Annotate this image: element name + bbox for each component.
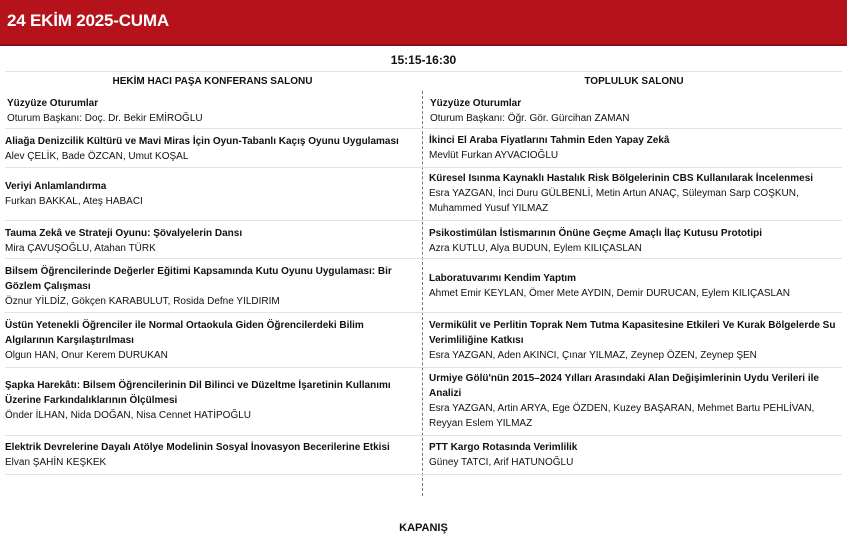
list-item (5, 226, 419, 256)
paper-authors: Öznur YİLDİZ, Gökçen KARABULUT, Rosida Defne YILDIRIM (5, 296, 280, 307)
paper-title: Urmiye Gölü'nün 2015–2024 Yılları Arasındaki Alan Değişimlerinin Uydu Verileri ile Analizi (429, 373, 819, 399)
paper-authors: Esra YAZGAN, Aden AKINCI, Çınar YILMAZ, Zeynep ÖZEN, Zeynep ŞEN (429, 350, 757, 361)
list-item (429, 271, 842, 301)
list-item (5, 378, 417, 423)
list-item (429, 440, 842, 470)
hall-right-title: TOPLULUK SALONU (584, 76, 684, 87)
paper-authors: Önder İLHAN, Nida DOĞAN, Nisa Cennet HATİPOĞLU (5, 410, 252, 421)
row-separator (5, 167, 842, 168)
row-separator (5, 258, 842, 259)
date-header-bar (0, 0, 847, 46)
paper-authors: Azra KUTLU, Alya BUDUN, Eylem KILIÇASLAN (429, 243, 642, 254)
paper-title: Laboratuvarımı Kendim Yaptım (429, 273, 577, 284)
session-type: Yüzyüze Oturumlar (430, 98, 522, 109)
list-item (429, 318, 842, 363)
paper-authors: Furkan BAKKAL, Ateş HABACI (5, 196, 143, 207)
row-separator (5, 220, 842, 221)
row-separator (5, 435, 842, 436)
list-item (5, 179, 419, 209)
paper-authors: Esra YAZGAN, İnci Duru GÜLBENLİ, Metin Artun ANAÇ, Süleyman Sarp COŞKUN, Muhammed Yusuf YILMAZ (429, 188, 799, 214)
list-item (429, 226, 842, 256)
list-item (5, 264, 409, 309)
list-item (429, 171, 842, 216)
date-title: 24 EKİM 2025-CUMA (7, 11, 169, 30)
row-separator (5, 312, 842, 313)
list-item (5, 96, 419, 126)
paper-authors: Elvan ŞAHİN KEŞKEK (5, 457, 107, 468)
paper-title: Vermikülit ve Perlitin Toprak Nem Tutma Kapasitesine Etkileri Ve Kurak Bölgelerde Su Verimliliğine Katkısı (429, 320, 836, 346)
paper-authors: Mevlüt Furkan AYVACIOĞLU (429, 150, 559, 161)
session-time: 15:15-16:30 (390, 53, 457, 67)
session-type: Yüzyüze Oturumlar (7, 98, 99, 109)
paper-title: Tauma Zekâ ve Strateji Oyunu: Şövalyelerin Dansı (5, 228, 243, 239)
session-chair: Oturum Başkanı: Öğr. Gör. Gürcihan ZAMAN (430, 113, 630, 124)
paper-title: İkinci El Araba Fiyatlarını Tahmin Eden Yapay Zekâ (429, 135, 670, 146)
paper-authors: Mira ÇAVUŞOĞLU, Atahan TÜRK (5, 243, 156, 254)
paper-title: Elektrik Devrelerine Dayalı Atölye Modelinin Sosyal İnovasyon Becerilerine Etkisi (5, 442, 390, 453)
paper-title: Küresel Isınma Kaynaklı Hastalık Risk Bölgelerinin CBS Kullanılarak İncelenmesi (429, 173, 814, 184)
row-separator (5, 474, 842, 475)
separator (5, 71, 842, 72)
paper-title: Psikostimülan İstismarının Önüne Geçme Amaçlı İlaç Kutusu Prototipi (429, 228, 763, 239)
paper-title: Aliağa Denizcilik Kültürü ve Mavi Miras İçin Oyun-Tabanlı Kaçış Oyunu Uygulaması (5, 136, 399, 147)
list-item (5, 134, 419, 164)
row-separator (5, 367, 842, 368)
list-item (429, 133, 842, 163)
paper-authors: Esra YAZGAN, Artin ARYA, Ege ÖZDEN, Kuzey BAŞARAN, Mehmet Bartu PEHLİVAN, Reyyan Eslem YILMAZ (429, 403, 815, 429)
paper-title: Veriyi Anlamlandırma (5, 181, 107, 192)
row-separator (5, 128, 842, 129)
paper-authors: Ahmet Emir KEYLAN, Ömer Mete AYDIN, Demir DURUCAN, Eylem KILIÇASLAN (429, 288, 791, 299)
list-item (5, 318, 409, 363)
paper-title: Şapka Harekâtı: Bilsem Öğrencilerinin Dil Bilinci ve Düzeltme İşaretinin Kullanımı Üzerine Farkındalıklarının Ölçülmesi (5, 380, 391, 406)
list-item (5, 440, 419, 470)
list-item (429, 371, 842, 431)
paper-authors: Güney TATCI, Arif HATUNOĞLU (429, 457, 574, 468)
paper-authors: Olgun HAN, Onur Kerem DURUKAN (5, 350, 168, 361)
list-item (428, 96, 842, 126)
hall-left-title: HEKİM HACI PAŞA KONFERANS SALONU (112, 76, 313, 87)
session-chair: Oturum Başkanı: Doç. Dr. Bekir EMİROĞLU (7, 113, 203, 124)
paper-authors: Alev ÇELİK, Bade ÖZCAN, Umut KOŞAL (5, 151, 189, 162)
paper-title: Bilsem Öğrencilerinde Değerler Eğitimi Kapsamında Kutu Oyunu Uygulaması: Bir Gözlem Çalışması (5, 266, 392, 292)
closing-label: KAPANIŞ (399, 522, 448, 534)
paper-title: Üstün Yetenekli Öğrenciler ile Normal Ortaokula Giden Öğrencilerdeki Bilim Algılarının Karşılaştırılması (5, 320, 364, 346)
paper-title: PTT Kargo Rotasında Verimlilik (429, 442, 578, 453)
